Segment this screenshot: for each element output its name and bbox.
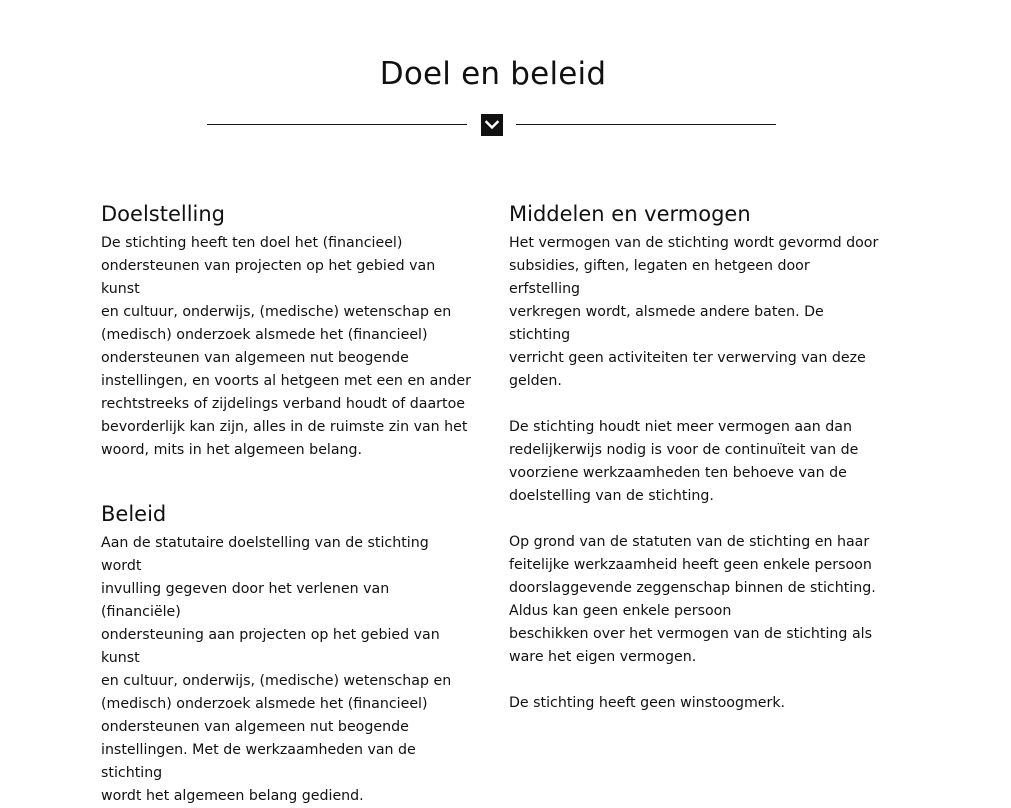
beleid-text: Aan de statutaire doelstelling van de stichting wordt invulling gegeven door het verlenen van (financiële) ondersteuning aan projecten op het gebied van kunst en cultuur, onderwijs, (medische) wetenschap en (medisch) onderzoek alsmede het (financieel) ondersteunen van algemeen nut beogende instellingen. Met de werkzaamheden van de stichting wordt het algemeen belang gediend. bbox=[101, 535, 452, 804]
section-doelstelling bbox=[101, 200, 471, 462]
middelen-paragraph-2: De stichting houdt niet meer vermogen aan dan redelijkerwijs nodig is voor de continuïteit van de voorziene werkzaamheden ten behoeve van de doelstelling van de stichting. bbox=[509, 419, 859, 504]
paragraph-spacer bbox=[509, 669, 879, 692]
section-middelen-en-vermogen bbox=[509, 200, 879, 715]
chevron-down-badge bbox=[481, 114, 503, 136]
section-spacer bbox=[101, 462, 471, 500]
middelen-paragraph-4: De stichting heeft geen winstoogmerk. bbox=[509, 695, 786, 711]
right-column bbox=[509, 200, 879, 715]
divider-line-left bbox=[207, 124, 467, 125]
section-beleid bbox=[101, 500, 471, 808]
doelstelling-text: De stichting heeft ten doel het (financieel) ondersteunen van projecten op het gebied van kunst en cultuur, onderwijs, (medische) wetenschap en (medisch) onderzoek alsmede het (financieel) ondersteunen van algemeen nut beogende instellingen, en voorts al hetgeen met een en ander rechtstreeks of zijdelings verband houdt of daartoe bevorderlijk kan zijn, alles in de ruimste zin van het woord, mits in het algemeen belang. bbox=[101, 235, 471, 458]
paragraph-spacer bbox=[509, 393, 879, 416]
left-column bbox=[101, 200, 471, 808]
section-title-beleid: Beleid bbox=[101, 502, 167, 526]
chevron-down-icon bbox=[485, 120, 499, 130]
title-divider bbox=[207, 114, 776, 136]
divider-line-right bbox=[516, 124, 776, 125]
middelen-paragraph-1: Het vermogen van de stichting wordt gevormd door subsidies, giften, legaten en hetgeen door erfstelling verkregen wordt, alsmede andere baten. De stichting verricht geen activiteiten ter verwerving van deze gelden. bbox=[509, 235, 879, 389]
middelen-paragraph-3: Op grond van de statuten van de stichting en haar feitelijke werkzaamheid heeft geen enkele persoon doorslaggevende zeggenschap binnen de stichting. Aldus kan geen enkele persoon beschikken over het vermogen van de stichting als ware het eigen vermogen. bbox=[509, 534, 876, 665]
paragraph-spacer bbox=[509, 508, 879, 531]
page-title: Doel en beleid bbox=[379, 56, 607, 92]
section-title-doelstelling: Doelstelling bbox=[101, 202, 226, 226]
section-title-middelen: Middelen en vermogen bbox=[509, 202, 751, 226]
